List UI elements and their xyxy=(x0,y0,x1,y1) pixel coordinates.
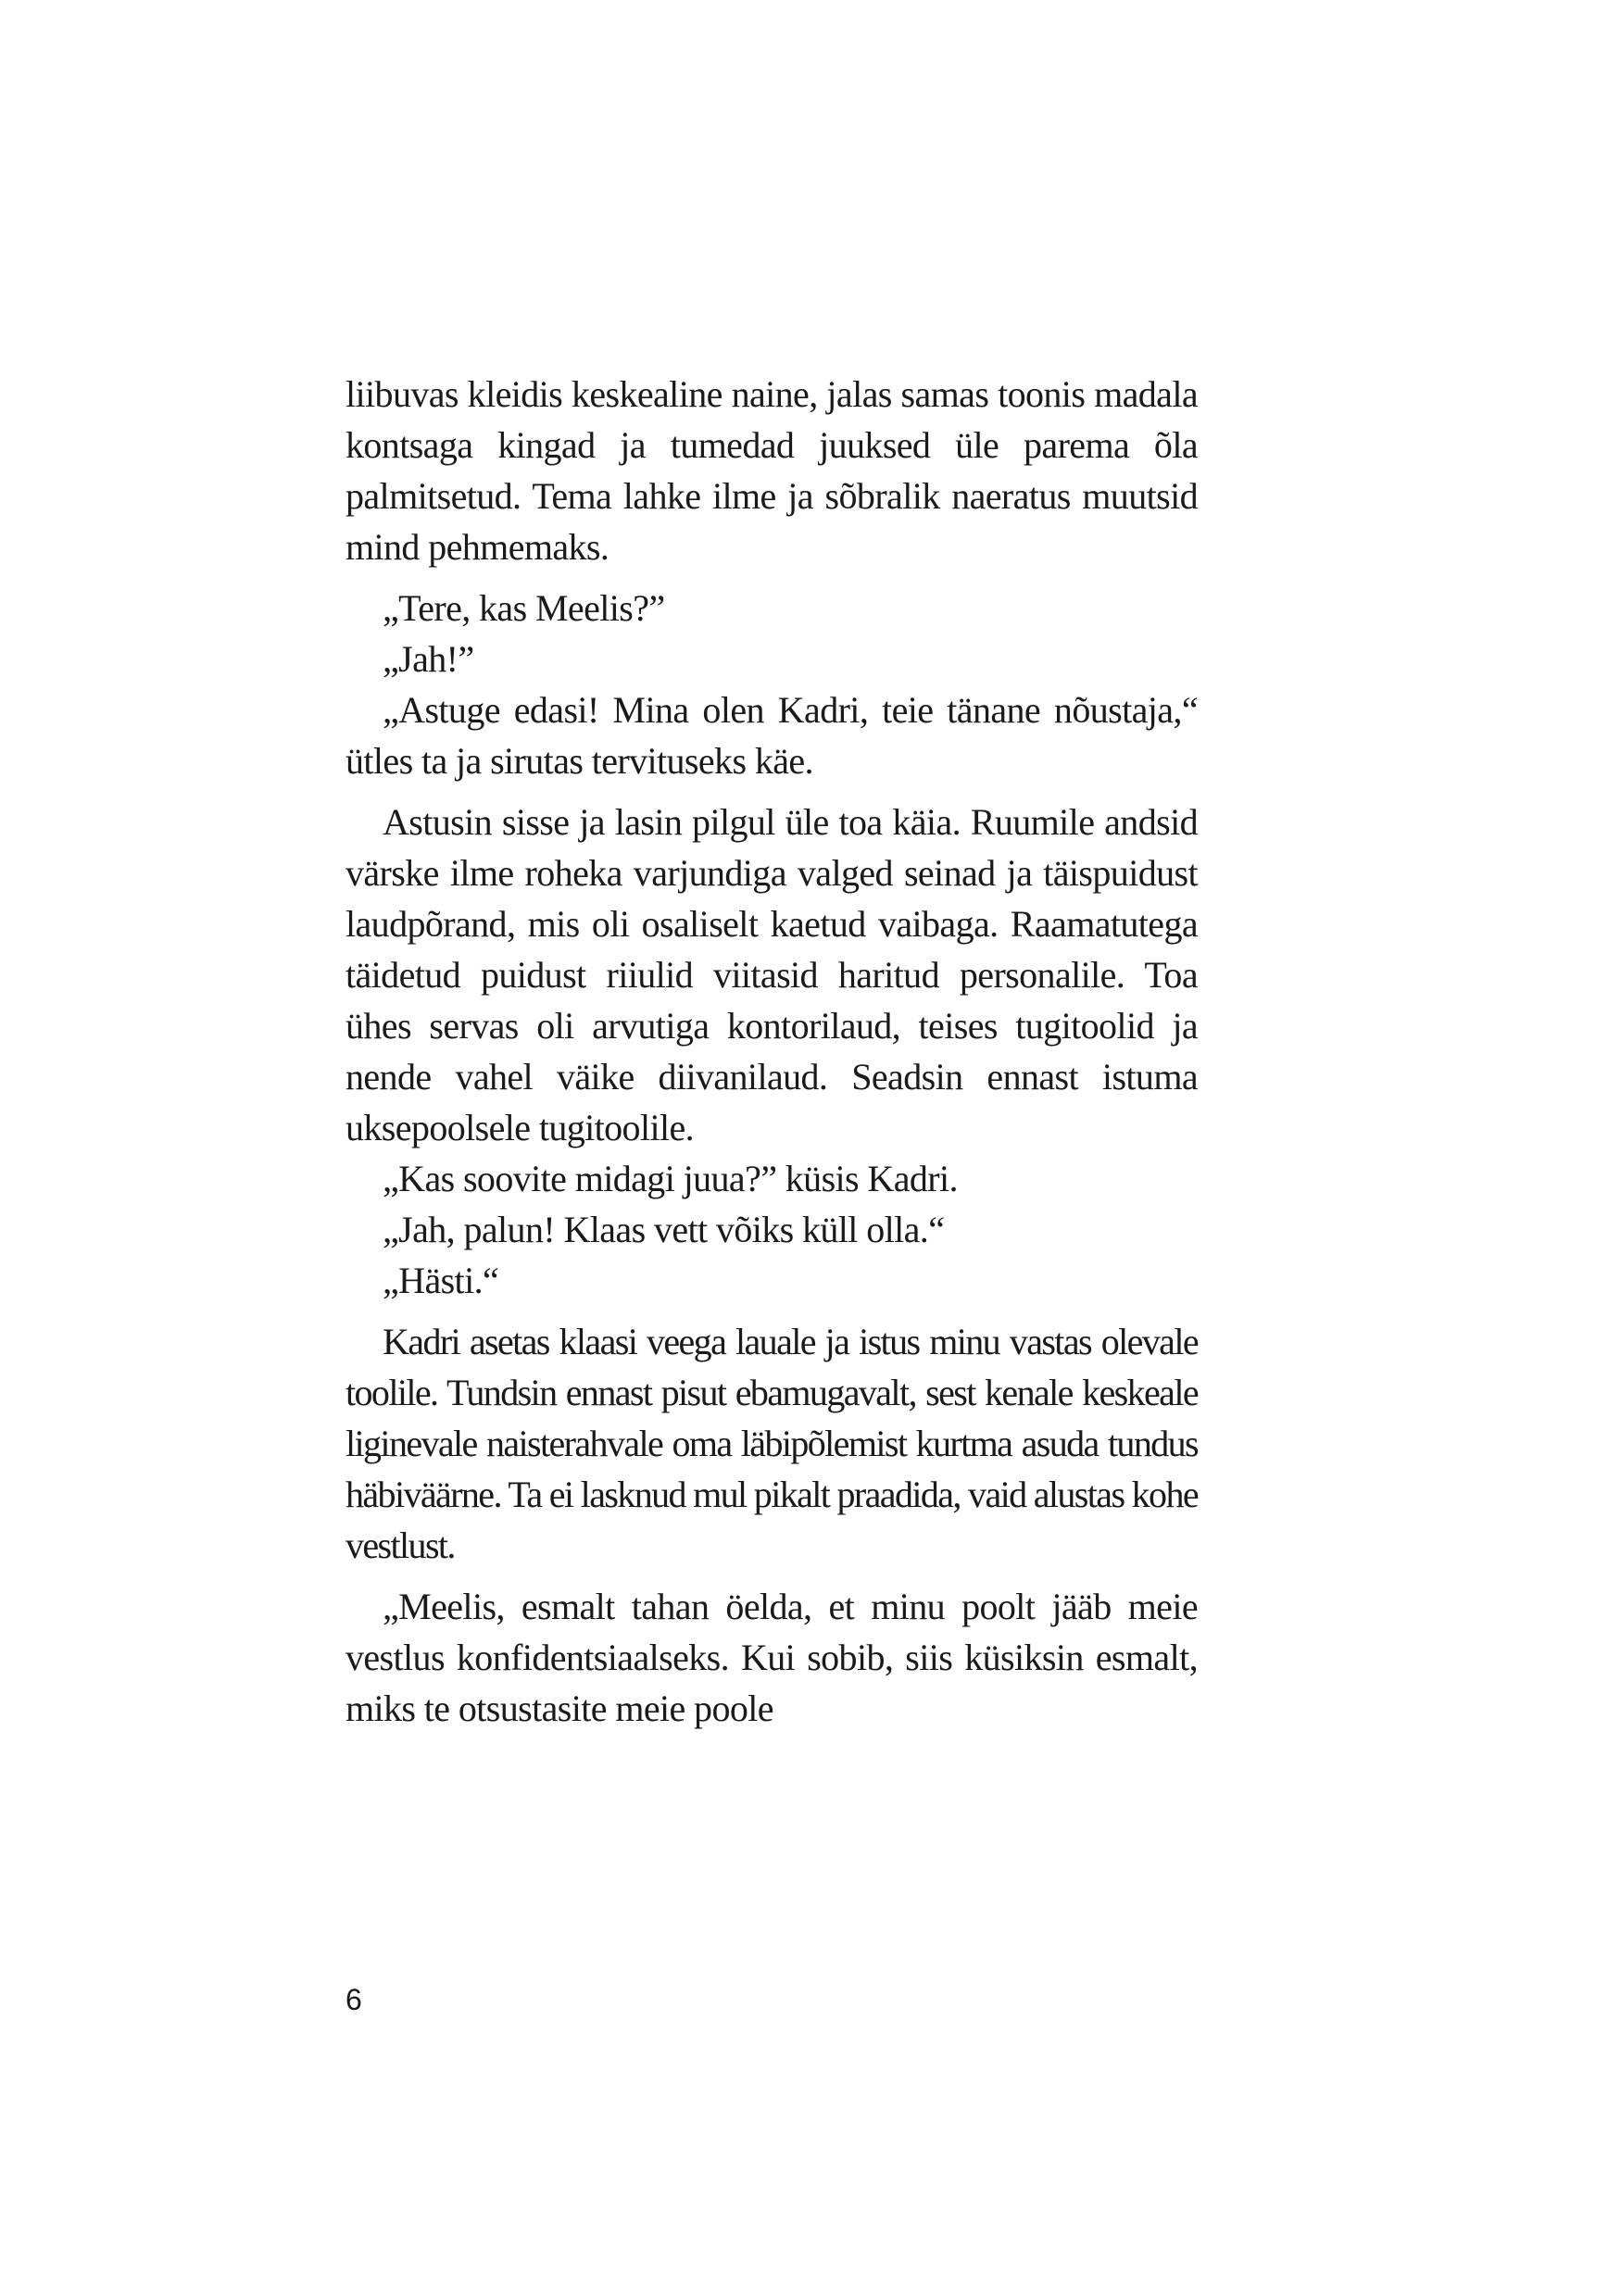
page-number: 6 xyxy=(346,1983,362,2016)
paragraph-room-description: Astusin sisse ja lasin pilgul üle toa käia. Ruumile andsid värske ilme roheka varjundiga valged seinad ja täispuidust laudpõrand, mis oli osaliselt kaetud vaibaga. Raamatutega täidetud puidust riiulid viitasid haritud personalile. Toa ühes servas oli arvutiga kontorilaud, teises tugitoolid ja nende vahel väike diivanilaud. Seadsin ennast istuma uksepoolsele tugitoolile. xyxy=(346,801,1198,1148)
body-text xyxy=(346,369,1198,1734)
dialog-line-reply: „Jah!” xyxy=(383,638,474,680)
dialog-line-water-request: „Jah, palun! Klaas vett võiks küll olla.“ xyxy=(383,1209,945,1250)
paragraph-seated: Kadri asetas klaasi veega lauale ja istus minu vastas olevale toolile. Tundsin ennast pisut ebamugavalt, sest kenale keskeale liginevale naisterahvale oma läbipõlemist kurtma asuda tundus häbiväärne. Ta ei lasknud mul pikalt praadida, vaid alustas kohe vestlust. xyxy=(346,1321,1198,1566)
dialog-line-ok: „Hästi.“ xyxy=(383,1260,499,1301)
dialog-line-drink-offer: „Kas soovite midagi juua?” küsis Kadri. xyxy=(383,1158,958,1199)
paragraph-confidentiality: „Meelis, esmalt tahan öelda, et minu poolt jääb meie vestlus konfidentsiaalseks. Kui sobib, siis küsiksin esmalt, miks te otsustasite meie poole xyxy=(346,1586,1198,1729)
dialog-line-introduction: „Astuge edasi! Mina olen Kadri, teie tänane nõustaja,“ ütles ta ja sirutas tervituseks käe. xyxy=(346,689,1198,782)
paragraph-continuation: liibuvas kleidis keskealine naine, jalas samas toonis madala kontsaga kingad ja tumedad juuksed üle parema õla palmitsetud. Tema lahke ilme ja sõbralik naeratus muutsid mind pehmemaks. xyxy=(346,373,1198,568)
dialog-line-greeting: „Tere, kas Meelis?” xyxy=(383,587,665,629)
